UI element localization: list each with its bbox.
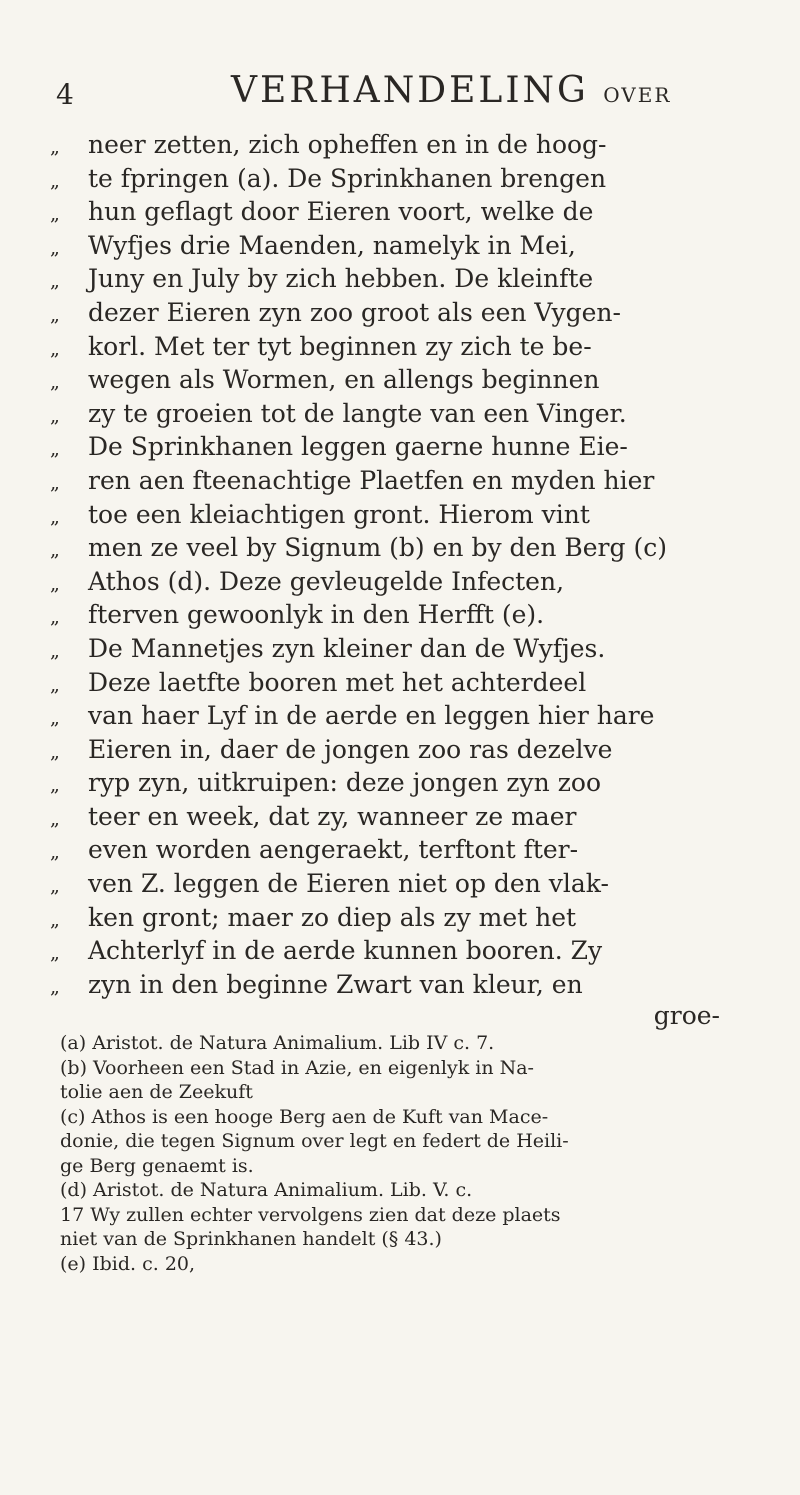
line-text: Athos (d). Deze gevleugelde Infecten, bbox=[88, 566, 565, 596]
text-line bbox=[50, 968, 750, 1002]
running-title-main: VERHANDELING bbox=[231, 70, 589, 111]
text-line bbox=[50, 901, 750, 935]
quote-mark: „ bbox=[50, 539, 60, 562]
running-title bbox=[231, 70, 671, 111]
text-line bbox=[50, 632, 750, 666]
quote-mark: „ bbox=[50, 438, 60, 461]
text-line bbox=[50, 565, 750, 599]
text-line bbox=[50, 666, 750, 700]
text-line bbox=[50, 430, 750, 464]
text-line bbox=[50, 397, 750, 431]
line-text: Wyfjes drie Maenden, namelyk in Mei, bbox=[88, 230, 576, 260]
text-line bbox=[50, 598, 750, 632]
running-title-tail: OVER bbox=[603, 83, 672, 107]
line-text: dezer Eieren zyn zoo groot als een Vygen- bbox=[88, 297, 621, 327]
text-line bbox=[50, 296, 750, 330]
line-text: toe een kleiachtigen gront. Hierom vint bbox=[88, 499, 590, 529]
text-line bbox=[50, 464, 750, 498]
line-text: teer en week, dat zy, wanneer ze maer bbox=[88, 801, 577, 831]
line-text: Eieren in, daer de jongen zoo ras dezelve bbox=[88, 734, 613, 764]
text-line bbox=[50, 800, 750, 834]
quote-mark: „ bbox=[50, 471, 60, 494]
quote-mark: „ bbox=[50, 807, 60, 830]
line-text: ren aen fteenachtige Plaetfen en myden hier bbox=[88, 465, 655, 495]
line-text: te fpringen (a). De Sprinkhanen brengen bbox=[88, 163, 607, 193]
footnote-line: (c) Athos is een hooge Berg aen de Kuft van Mace- bbox=[60, 1105, 549, 1128]
quote-mark: „ bbox=[50, 875, 60, 898]
footnote-line: (b) Voorheen een Stad in Azie, en eigenlyk in Na- bbox=[60, 1056, 534, 1079]
quote-mark: „ bbox=[50, 841, 60, 864]
quote-mark: „ bbox=[50, 203, 60, 226]
text-line bbox=[50, 766, 750, 800]
line-text: Deze laetfte booren met het achterdeel bbox=[88, 667, 587, 697]
quote-mark: „ bbox=[50, 707, 60, 730]
text-line bbox=[50, 833, 750, 867]
footnote-line: 17 Wy zullen echter vervolgens zien dat deze plaets bbox=[60, 1203, 561, 1226]
quote-mark: „ bbox=[50, 505, 60, 528]
body-text bbox=[50, 128, 750, 1031]
quote-mark: „ bbox=[50, 270, 60, 293]
text-line bbox=[50, 867, 750, 901]
footnote-line: (a) Aristot. de Natura Animalium. Lib IV c. 7. bbox=[60, 1032, 495, 1054]
line-text: neer zetten, zich opheffen en in de hoog- bbox=[88, 130, 607, 159]
quote-mark: „ bbox=[50, 975, 60, 998]
page-header bbox=[56, 70, 756, 120]
quote-mark: „ bbox=[50, 606, 60, 629]
line-text: zyn in den beginne Zwart van kleur, en bbox=[88, 969, 583, 999]
quote-mark: „ bbox=[50, 371, 60, 394]
catchword: groe- bbox=[653, 1001, 720, 1031]
quote-mark: „ bbox=[50, 942, 60, 965]
line-text: van haer Lyf in de aerde en leggen hier hare bbox=[88, 701, 655, 731]
line-text: zy te groeien tot de langte van een Vinger. bbox=[88, 398, 627, 428]
text-line bbox=[50, 330, 750, 364]
text-line bbox=[50, 363, 750, 397]
text-line bbox=[50, 229, 750, 263]
quote-mark: „ bbox=[50, 572, 60, 595]
text-line bbox=[50, 162, 750, 196]
footnote-line: (e) Ibid. c. 20, bbox=[60, 1252, 196, 1275]
line-text: hun geflagt door Eieren voort, welke de bbox=[88, 197, 594, 227]
line-text: even worden aengeraekt, terftont fter- bbox=[88, 835, 579, 865]
text-line bbox=[50, 262, 750, 296]
footnote-line: tolie aen de Zeekuft bbox=[60, 1081, 253, 1103]
text-line bbox=[50, 733, 750, 767]
quote-mark: „ bbox=[50, 908, 60, 931]
footnote-line: donie, die tegen Signum over legt en federt de Heili- bbox=[60, 1130, 569, 1152]
line-text: ryp zyn, uitkruipen: deze jongen zyn zoo bbox=[88, 768, 602, 798]
line-text: De Mannetjes zyn kleiner dan de Wyfjes. bbox=[88, 633, 606, 663]
text-line bbox=[50, 498, 750, 532]
quote-mark: „ bbox=[50, 639, 60, 662]
footnote-line: niet van de Sprinkhanen handelt (§ 43.) bbox=[60, 1228, 442, 1250]
quote-mark: „ bbox=[50, 740, 60, 763]
text-line bbox=[50, 195, 750, 229]
text-line bbox=[50, 531, 750, 565]
quote-mark: „ bbox=[50, 169, 60, 192]
line-text: ven Z. leggen de Eieren niet op den vlak- bbox=[88, 869, 609, 899]
quote-mark: „ bbox=[50, 404, 60, 427]
quote-mark: „ bbox=[50, 774, 60, 797]
line-text: korl. Met ter tyt beginnen zy zich te be- bbox=[88, 331, 592, 361]
quote-mark: „ bbox=[50, 303, 60, 326]
quote-mark: „ bbox=[50, 673, 60, 696]
line-text: fterven gewoonlyk in den Herfft (e). bbox=[88, 600, 545, 630]
text-line bbox=[50, 934, 750, 968]
line-text: Achterlyf in de aerde kunnen booren. Zy bbox=[88, 936, 603, 966]
line-text: ken gront; maer zo diep als zy met het bbox=[88, 902, 577, 932]
quote-mark: „ bbox=[50, 136, 60, 158]
page-number: 4 bbox=[56, 78, 74, 111]
footnote-line: (d) Aristot. de Natura Animalium. Lib. V. c. bbox=[60, 1179, 473, 1201]
footnote-line: ge Berg genaemt is. bbox=[60, 1154, 254, 1177]
line-text: men ze veel by Signum (b) en by den Berg (c) bbox=[88, 533, 667, 563]
text-line bbox=[50, 128, 750, 162]
footnotes bbox=[60, 1031, 750, 1276]
line-text: wegen als Wormen, en allengs beginnen bbox=[88, 365, 600, 395]
quote-mark: „ bbox=[50, 236, 60, 259]
line-text: Juny en July by zich hebben. De kleinfte bbox=[88, 264, 594, 294]
line-text: De Sprinkhanen leggen gaerne hunne Eie- bbox=[88, 432, 628, 462]
text-line bbox=[50, 699, 750, 733]
quote-mark: „ bbox=[50, 337, 60, 360]
